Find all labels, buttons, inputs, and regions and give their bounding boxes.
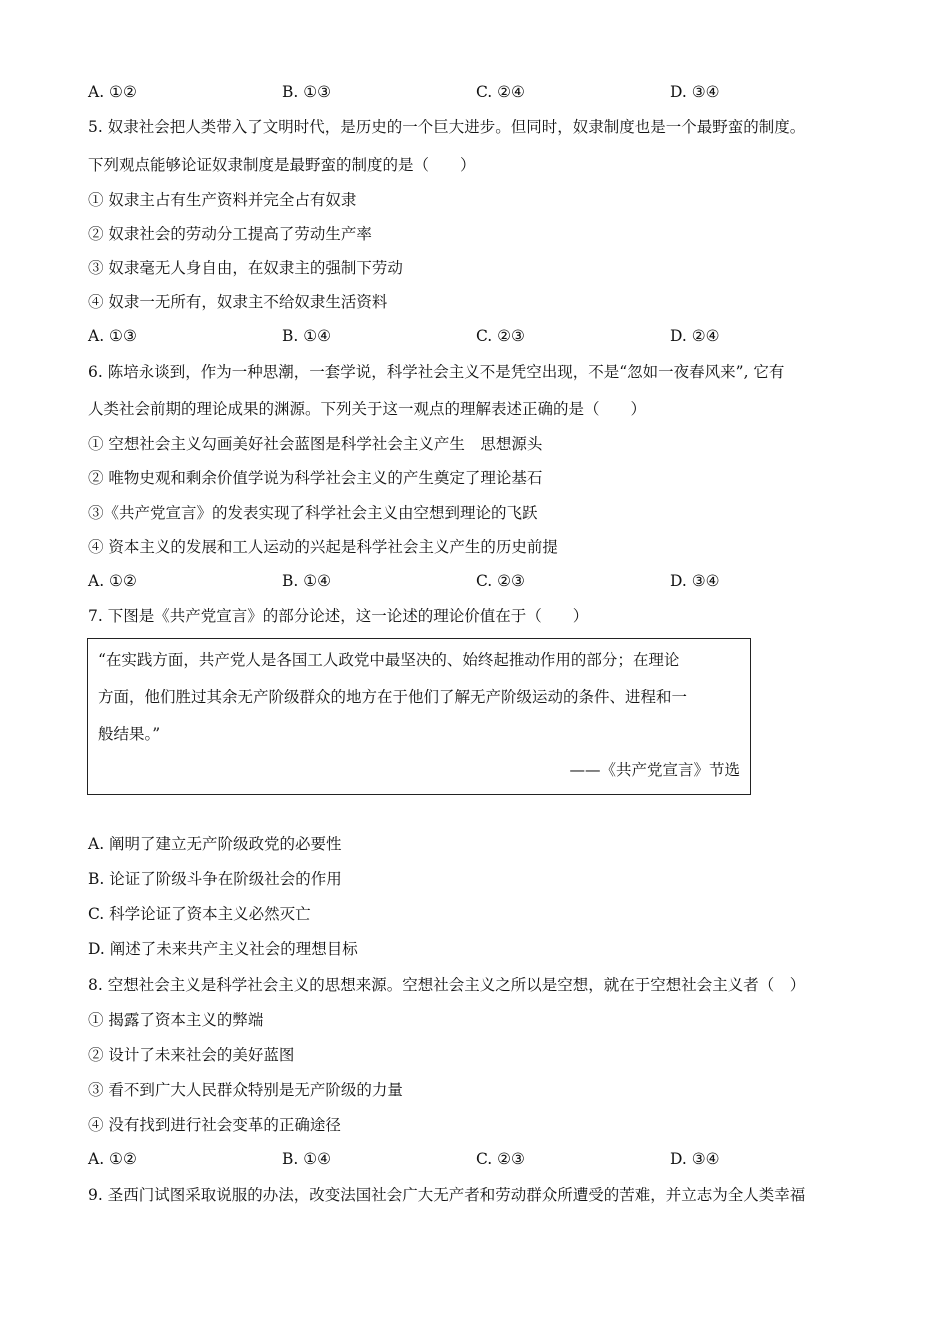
q4-option-c[interactable]: C. ②④ <box>476 83 525 101</box>
q7-option-c[interactable]: C. 科学论证了资本主义必然灭亡 <box>88 905 311 923</box>
q6-item: ③《共产党宣言》的发表实现了科学社会主义由空想到理论的飞跃 <box>88 504 538 522</box>
q4-options <box>88 82 788 102</box>
q6-item: ① 空想社会主义勾画美好社会蓝图是科学社会主义产生 思想源头 <box>88 435 543 453</box>
q7-stem: 7. 下图是《共产党宣言》的部分论述，这一论述的理论价值在于（ ） <box>88 607 589 625</box>
q8-item: ① 揭露了资本主义的弊端 <box>88 1011 264 1029</box>
q9-stem: 9. 圣西门试图采取说服的办法，改变法国社会广大无产者和劳动群众所遭受的苦难，并立志为全人类幸福 <box>88 1186 806 1204</box>
q6-option-c[interactable]: C. ②③ <box>476 572 525 590</box>
q4-option-a[interactable]: A. ①② <box>88 83 137 101</box>
quote-line: 般结果。” <box>98 725 161 743</box>
q5-option-b[interactable]: B. ①④ <box>282 327 332 345</box>
q8-option-b[interactable]: B. ①④ <box>282 1150 332 1168</box>
q7-option-d[interactable]: D. 阐述了未来共产主义社会的理想目标 <box>88 940 358 958</box>
quote-line: “在实践方面，共产党人是各国工人政党中最坚决的、始终起推动作用的部分；在理论 <box>98 651 680 669</box>
q8-item: ② 设计了未来社会的美好蓝图 <box>88 1046 295 1064</box>
q6-option-a[interactable]: A. ①② <box>88 572 137 590</box>
q6-item: ④ 资本主义的发展和工人运动的兴起是科学社会主义产生的历史前提 <box>88 538 558 556</box>
quote-box <box>87 638 751 795</box>
q5-option-a[interactable]: A. ①③ <box>88 327 137 345</box>
q5-item: ② 奴隶社会的劳动分工提高了劳动生产率 <box>88 225 372 243</box>
q5-item: ① 奴隶主占有生产资料并完全占有奴隶 <box>88 191 357 209</box>
q6-stem-line1: 6. 陈培永谈到，作为一种思潮，一套学说，科学社会主义不是凭空出现，不是“忽如一夜春风来”, 它有 <box>88 363 785 381</box>
q8-option-a[interactable]: A. ①② <box>88 1150 137 1168</box>
q7-option-a[interactable]: A. 阐明了建立无产阶级政党的必要性 <box>88 835 342 853</box>
q5-stem-line2: 下列观点能够论证奴隶制度是最野蛮的制度的是（ ） <box>88 156 476 174</box>
q8-option-c[interactable]: C. ②③ <box>476 1150 525 1168</box>
q5-item: ④ 奴隶一无所有，奴隶主不给奴隶生活资料 <box>88 293 388 311</box>
q8-stem: 8. 空想社会主义是科学社会主义的思想来源。空想社会主义之所以是空想，就在于空想社会主义者（ ） <box>88 976 806 994</box>
q4-option-d[interactable]: D. ③④ <box>670 83 720 101</box>
q8-options <box>88 1149 788 1169</box>
q5-option-c[interactable]: C. ②③ <box>476 327 525 345</box>
q6-options <box>88 571 788 591</box>
q5-option-d[interactable]: D. ②④ <box>670 327 720 345</box>
q8-item: ③ 看不到广大人民群众特别是无产阶级的力量 <box>88 1081 403 1099</box>
q5-item: ③ 奴隶毫无人身自由，在奴隶主的强制下劳动 <box>88 259 403 277</box>
quote-source: ——《共产党宣言》节选 <box>569 761 740 779</box>
q6-stem-line2: 人类社会前期的理论成果的渊源。下列关于这一观点的理解表述正确的是（ ） <box>88 400 647 418</box>
q6-option-b[interactable]: B. ①④ <box>282 572 332 590</box>
q6-option-d[interactable]: D. ③④ <box>670 572 720 590</box>
q6-item: ② 唯物史观和剩余价值学说为科学社会主义的产生奠定了理论基石 <box>88 469 543 487</box>
quote-line: 方面，他们胜过其余无产阶级群众的地方在于他们了解无产阶级运动的条件、进程和一 <box>98 688 688 706</box>
q8-item: ④ 没有找到进行社会变革的正确途径 <box>88 1116 341 1134</box>
q5-options <box>88 326 788 346</box>
q4-option-b[interactable]: B. ①③ <box>282 83 332 101</box>
q8-option-d[interactable]: D. ③④ <box>670 1150 720 1168</box>
q7-option-b[interactable]: B. 论证了阶级斗争在阶级社会的作用 <box>88 870 342 888</box>
q5-stem-line1: 5. 奴隶社会把人类带入了文明时代，是历史的一个巨大进步。但同时，奴隶制度也是一个最野蛮的制度。 <box>88 118 806 136</box>
